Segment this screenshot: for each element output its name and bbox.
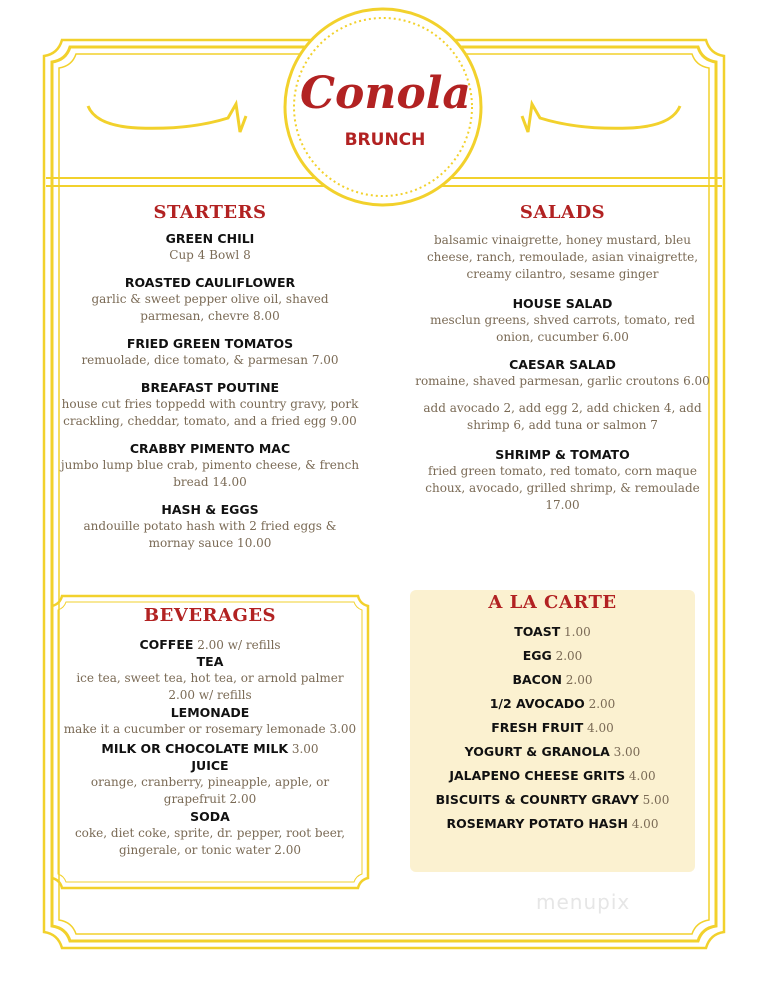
item-name: BREAFAST POUTINE	[140, 380, 280, 395]
list-item	[410, 668, 695, 692]
list-item	[410, 764, 695, 788]
item-name: EGG	[522, 648, 552, 663]
a-la-carte-list	[410, 620, 695, 836]
item-price: 2.00	[551, 649, 583, 663]
restaurant-logo: Conola	[300, 68, 471, 119]
item-name: TEA	[196, 654, 224, 669]
list-item	[410, 740, 695, 764]
item-price: 4.00	[583, 721, 614, 735]
list-item	[410, 620, 695, 644]
item-name: 1/2 AVOCADO	[489, 696, 585, 711]
item-price: 2.00	[584, 697, 616, 711]
list-item	[60, 274, 360, 325]
left-flourish	[88, 104, 246, 132]
list-item	[410, 446, 715, 514]
item-name: ROASTED CAULIFLOWER	[124, 275, 296, 290]
item-desc: garlic & sweet pepper olive oil, shaved parmesan, chevre 8.00	[91, 292, 329, 323]
list-item	[60, 501, 360, 552]
salads-title: SALADS	[519, 202, 606, 223]
list-item	[60, 335, 360, 369]
list-item	[62, 704, 358, 738]
list-item	[62, 738, 358, 757]
item-price: 2.00	[561, 673, 593, 687]
beverages-list	[62, 634, 358, 859]
list-item	[62, 808, 358, 859]
item-name: BISCUITS & COUNRTY GRAVY	[435, 792, 639, 807]
item-name: CAESAR SALAD	[509, 357, 616, 372]
item-price: 4.00	[627, 817, 659, 831]
list-item	[410, 295, 715, 346]
item-desc: orange, cranberry, pineapple, apple, or grapefruit 2.00	[90, 775, 330, 806]
item-name: JUICE	[191, 758, 229, 773]
list-item	[410, 788, 695, 812]
list-item	[410, 812, 695, 836]
watermark: menupix	[536, 890, 631, 914]
item-name: YOGURT & GRANOLA	[464, 744, 610, 759]
list-item	[62, 653, 358, 704]
list-item	[410, 716, 695, 740]
item-desc: house cut fries toppedd with country gravy, pork crackling, cheddar, tomato, and a fried egg 9.00	[61, 397, 359, 428]
item-desc: Cup 4 Bowl 8	[169, 248, 251, 262]
item-name: FRIED GREEN TOMATOS	[126, 336, 294, 351]
item-desc: jumbo lump blue crab, pimento cheese, & french bread 14.00	[60, 458, 360, 489]
item-price: 4.00	[625, 769, 656, 783]
item-name: LEMONADE	[170, 705, 250, 720]
item-desc: fried green tomato, red tomato, corn maque choux, avocado, grilled shrimp, & remoulade 17.00	[425, 464, 700, 512]
item-desc: romaine, shaved parmesan, garlic croutons 6.00	[415, 374, 710, 388]
starters-list	[60, 230, 360, 552]
item-name: TOAST	[514, 624, 561, 639]
item-name: MILK OR CHOCOLATE MILK	[101, 741, 289, 756]
item-desc: make it a cucumber or rosemary lemonade 3.00	[63, 722, 357, 736]
list-item	[60, 230, 360, 264]
list-item	[410, 356, 715, 390]
list-item	[60, 379, 360, 430]
item-name: CRABBY PIMENTO MAC	[129, 441, 291, 456]
item-desc: coke, diet coke, sprite, dr. pepper, root beer, gingerale, or tonic water 2.00	[74, 826, 346, 857]
item-price: 5.00	[638, 793, 670, 807]
list-item	[62, 634, 358, 653]
item-name: FRESH FRUIT	[491, 720, 584, 735]
salad-dressings: balsamic vinaigrette, honey mustard, bleu cheese, ranch, remoulade, asian vinaigrette, creamy cilantro, sesame ginger	[426, 233, 699, 281]
item-name: COFFEE	[139, 637, 194, 652]
list-item	[62, 757, 358, 808]
item-name: SODA	[190, 809, 230, 824]
item-name: HOUSE SALAD	[512, 296, 613, 311]
salad-addons: add avocado 2, add egg 2, add chicken 4, add shrimp 6, add tuna or salmon 7	[423, 401, 702, 432]
menu-subtitle: BRUNCH	[344, 130, 426, 150]
right-flourish	[522, 104, 680, 132]
salads-list	[410, 232, 715, 514]
item-name: ROSEMARY POTATO HASH	[446, 816, 628, 831]
item-desc: ice tea, sweet tea, hot tea, or arnold palmer 2.00 w/ refills	[76, 671, 344, 702]
a-la-carte-title: A LA CARTE	[488, 592, 617, 613]
starters-title: STARTERS	[153, 202, 267, 223]
item-price: 2.00 w/ refills	[193, 638, 281, 652]
item-name: SHRIMP & TOMATO	[495, 447, 630, 462]
item-desc: remuolade, dice tomato, & parmesan 7.00	[81, 353, 339, 367]
item-name: HASH & EGGS	[161, 502, 259, 517]
item-price: 3.00	[288, 742, 319, 756]
item-price: 3.00	[609, 745, 641, 759]
list-item	[60, 440, 360, 491]
item-desc: andouille potato hash with 2 fried eggs & mornay sauce 10.00	[83, 519, 337, 550]
item-name: GREEN CHILI	[165, 231, 255, 246]
item-name: BACON	[512, 672, 562, 687]
item-desc: mesclun greens, shved carrots, tomato, red onion, cucumber 6.00	[430, 313, 695, 344]
list-item	[410, 692, 695, 716]
item-name: JALAPENO CHEESE GRITS	[449, 768, 626, 783]
item-price: 1.00	[560, 625, 591, 639]
beverages-title: BEVERAGES	[143, 605, 277, 626]
list-item	[410, 644, 695, 668]
